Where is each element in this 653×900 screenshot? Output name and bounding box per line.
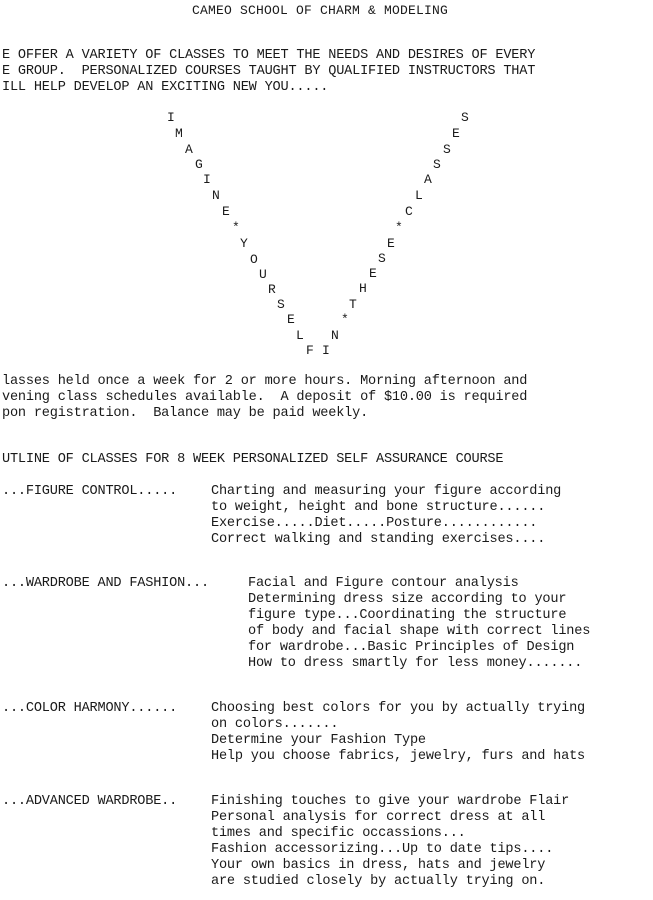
intro-line-1: E OFFER A VARIETY OF CLASSES TO MEET THE NEEDS AND DESIRES OF EVERY [2, 48, 536, 63]
course-line: figure type...Coordinating the structure [248, 608, 567, 623]
course-line: are studied closely by actually trying on. [211, 874, 546, 889]
course-line: Help you choose fabrics, jewelry, furs and hats [211, 749, 586, 764]
v-left-letter: M [175, 126, 183, 141]
v-left-letter: Y [240, 236, 248, 251]
course-line: Determine your Fashion Type [211, 733, 426, 748]
v-right-letter: N [331, 328, 339, 343]
document-title: CAMEO SCHOOL OF CHARM & MODELING [192, 3, 449, 18]
course-line: Correct walking and standing exercises.... [211, 532, 546, 547]
course-line: Choosing best colors for you by actually trying [211, 701, 586, 716]
course-label-color-harmony: ...COLOR HARMONY...... [2, 701, 178, 716]
course-line: times and specific occassions... [211, 826, 466, 841]
course-line: Fashion accessorizing...Up to date tips.... [211, 842, 554, 857]
v-left-letter: E [287, 312, 295, 327]
course-line: Your own basics in dress, hats and jewelry [211, 858, 546, 873]
v-left-letter: I [167, 110, 175, 125]
course-label-figure-control: ...FIGURE CONTROL..... [2, 484, 178, 499]
course-line: of body and facial shape with correct lines [248, 624, 591, 639]
v-left-letter: N [212, 188, 220, 203]
schedule-line-1: lasses held once a week for 2 or more hours. Morning afternoon and [2, 374, 528, 389]
course-line: Charting and measuring your figure according [211, 484, 562, 499]
course-line: on colors....... [211, 717, 339, 732]
v-right-letter: * [395, 220, 403, 235]
v-left-letter: S [277, 297, 285, 312]
course-line: Exercise.....Diet.....Posture............ [211, 516, 538, 531]
v-right-letter: T [349, 297, 357, 312]
v-left-letter: * [232, 220, 240, 235]
schedule-line-2: vening class schedules available. A deposit of $10.00 is required [2, 390, 528, 405]
v-right-letter: L [415, 188, 423, 203]
v-left-letter: R [268, 282, 276, 297]
v-left-letter: E [222, 204, 230, 219]
course-line: How to dress smartly for less money....... [248, 656, 583, 671]
course-label-advanced-wardrobe: ...ADVANCED WARDROBE.. [2, 794, 178, 809]
intro-line-3: ILL HELP DEVELOP AN EXCITING NEW YOU..... [2, 80, 329, 95]
v-bottom-letter: I [322, 343, 330, 358]
v-right-letter: E [452, 126, 460, 141]
intro-line-2: E GROUP. PERSONALIZED COURSES TAUGHT BY QUALIFIED INSTRUCTORS THAT [2, 64, 536, 79]
course-line: Facial and Figure contour analysis [248, 576, 519, 591]
v-left-letter: U [259, 267, 267, 282]
course-line: Determining dress size according to your [248, 592, 567, 607]
course-line: Personal analysis for correct dress at all [211, 810, 546, 825]
v-left-letter: L [296, 328, 304, 343]
v-right-letter: E [369, 266, 377, 281]
v-left-letter: O [250, 252, 258, 267]
v-right-letter: * [341, 312, 349, 327]
v-right-letter: S [443, 142, 451, 157]
v-right-letter: E [387, 236, 395, 251]
v-right-letter: S [378, 251, 386, 266]
v-left-letter: I [203, 172, 211, 187]
v-left-letter: G [195, 157, 203, 172]
course-line: for wardrobe...Basic Principles of Design [248, 640, 575, 655]
v-left-letter: A [185, 142, 193, 157]
v-right-letter: S [461, 110, 469, 125]
course-line: Finishing touches to give your wardrobe Flair [211, 794, 570, 809]
v-right-letter: H [359, 281, 367, 296]
v-right-letter: S [433, 157, 441, 172]
v-bottom-letter: F [306, 343, 314, 358]
v-right-letter: A [424, 172, 432, 187]
outline-heading: UTLINE OF CLASSES FOR 8 WEEK PERSONALIZED SELF ASSURANCE COURSE [2, 452, 504, 467]
course-line: to weight, height and bone structure...... [211, 500, 546, 515]
v-right-letter: C [405, 204, 413, 219]
schedule-line-3: pon registration. Balance may be paid weekly. [2, 406, 369, 421]
course-label-wardrobe-fashion: ...WARDROBE AND FASHION... [2, 576, 209, 591]
